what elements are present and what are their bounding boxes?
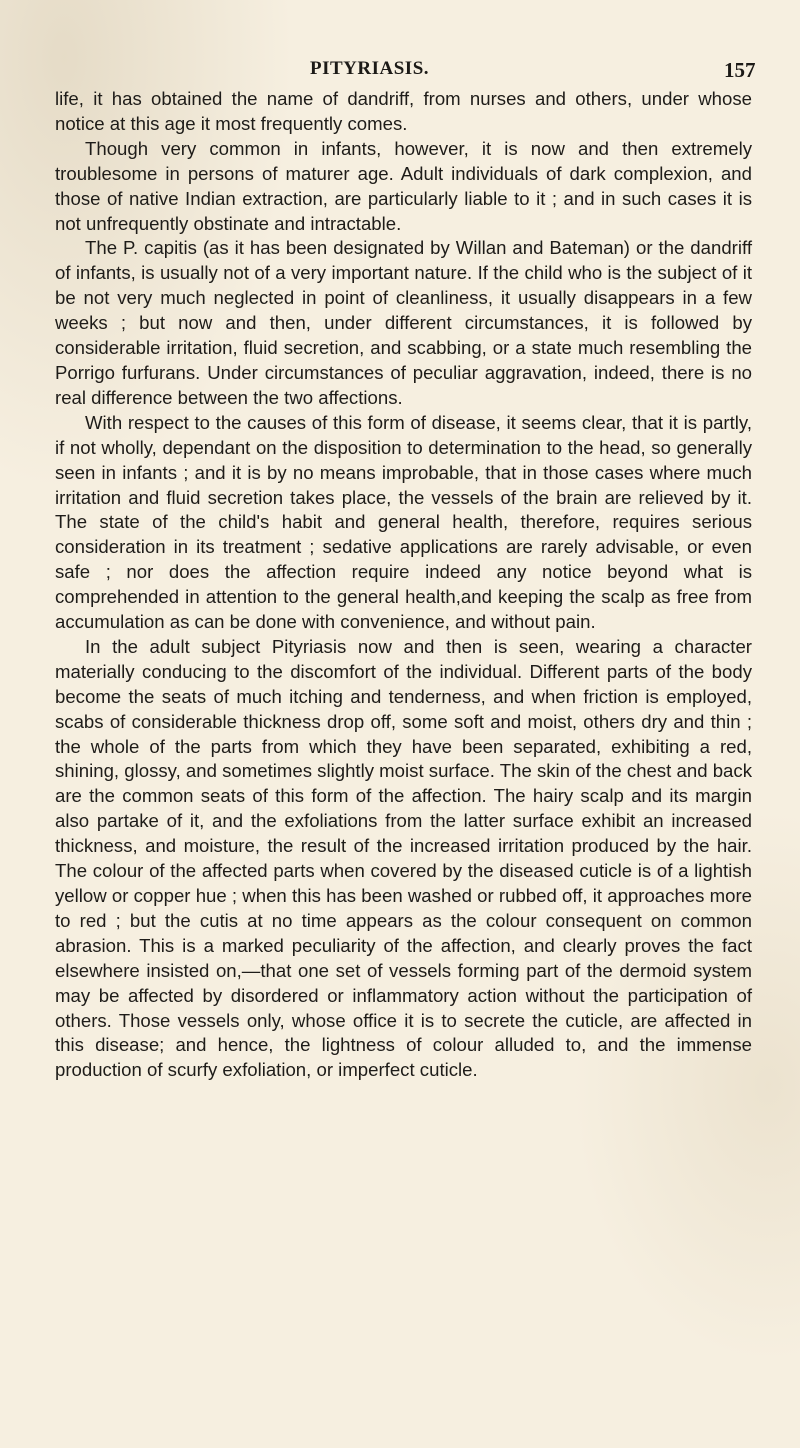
- running-head: PITYRIASIS.: [310, 58, 430, 79]
- paragraph-p-capitis: The P. capitis (as it has been designated by Willan and Bateman) or the dandriff of infants, is usually not of a very important nature. If the child who is the subject of it be not very much neglected in point of cleanliness, it usually disappears in a few weeks ; but now and then, under different circumstances, it is followed by considerable irritation, fluid secretion, and scabbing, or a state much resembling the Porrigo furfurans. Under circumstances of peculiar aggravation, indeed, there is no real difference between the two affections.: [55, 237, 752, 408]
- body-text: [55, 87, 752, 1083]
- paragraph-adult-cases: Though very common in infants, however, it is now and then extremely troublesome in persons of maturer age. Adult individuals of dark complexion, and those of native Indian extraction, are particularly liable to it ; and in such cases it is not unfrequently obstinate and intractable.: [55, 137, 752, 234]
- paragraph-adult-subject: In the adult subject Pityriasis now and then is seen, wearing a character materially conducing to the discomfort of the individual. Different parts of the body become the seats of much itching and tenderness, and when friction is employed, scabs of considerable thickness drop off, some soft and moist, others dry and thin ; the whole of the parts from which they have been separated, exhibiting a red, shining, glossy, and sometimes slightly moist surface. The skin of the chest and back are the common seats of this form of the affection. The hairy scalp and its margin also partake of it, and the exfoliations from the latter surface exhibit an increased thickness, and moisture, the result of the increased irritation produced by the hair. The colour of the affected parts when covered by the diseased cuticle is of a lightish yellow or copper hue ; when this has been washed or rubbed off, it approaches more to red ; but the cutis at no time appears as the colour consequent on common abrasion. This is a marked peculiarity of the affection, and clearly proves the fact elsewhere insisted on,—that one set of vessels forming part of the dermoid system may be affected by disordered or inflammatory action without the participation of others. Those vessels only, whose office it is to secrete the cuticle, are affected in this disease; and hence, the lightness of colour alluded to, and the immense production of scurfy exfoliation, or imperfect cuticle.: [55, 635, 752, 1081]
- paragraph-causes: With respect to the causes of this form of disease, it seems clear, that it is partly, if not wholly, dependant on the disposition to determination to the head, so generally seen in infants ; and it is by no means improbable, that in those cases where much irritation and fluid secretion takes place, the vessels of the brain are relieved by it. The state of the child's habit and general health, therefore, requires serious consideration in its treatment ; sedative applications are rarely advisable, or even safe ; nor does the affection require indeed any notice beyond what is comprehended in attention to the general health,and keeping the scalp as free from accumulation as can be done with convenience, and without pain.: [55, 411, 752, 633]
- paragraph-continuation: life, it has obtained the name of dandriff, from nurses and others, under whose notice at this age it most frequently comes.: [55, 88, 752, 134]
- page-header: [0, 58, 800, 88]
- page-number: 157: [724, 58, 756, 82]
